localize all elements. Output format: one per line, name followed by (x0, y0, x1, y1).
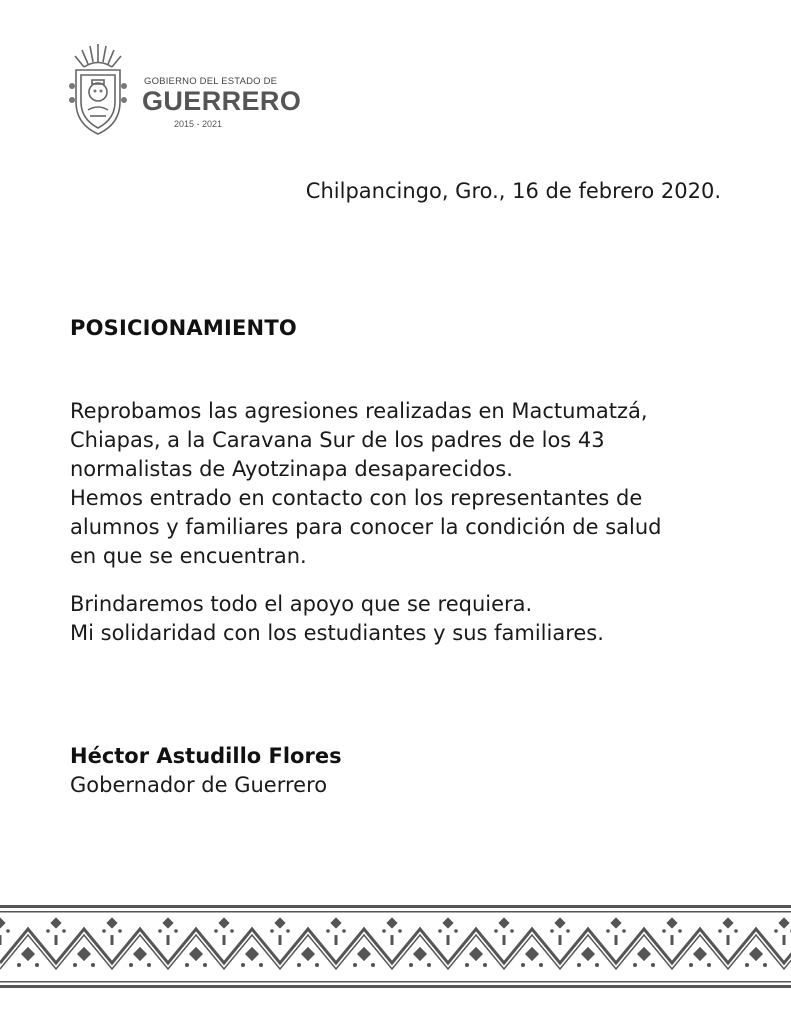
signature-name: Héctor Astudillo Flores (70, 744, 342, 768)
paragraph-line: Chiapas, a la Caravana Sur de los padres de los 43 (70, 428, 605, 452)
paragraph-line: Brindaremos todo el apoyo que se requiera. (70, 592, 533, 616)
paragraph-line: Reprobamos las agresiones realizadas en Mactumatzá, (70, 399, 648, 423)
paragraph-line: en que se encuentran. (70, 544, 307, 568)
header-logo-block (62, 40, 322, 140)
paragraph-line: Hemos entrado en contacto con los representantes de (70, 486, 643, 510)
administration-years: 2015 - 2021 (174, 119, 223, 129)
letter-date: Chilpancingo, Gro., 16 de febrero 2020. (305, 179, 721, 203)
state-coat-of-arms-icon (62, 40, 134, 138)
state-name: GUERRERO (142, 86, 302, 116)
paragraph-line: Mi solidaridad con los estudiantes y sus familiares. (70, 621, 604, 645)
paragraph-1 (70, 397, 662, 571)
ethnic-border-pattern-icon (0, 905, 791, 989)
paragraph-line: alumnos y familiares para conocer la condición de salud (70, 515, 662, 539)
letter-title: POSICIONAMIENTO (70, 316, 297, 340)
government-line: GOBIERNO DEL ESTADO DE (144, 76, 278, 87)
paragraph-line: normalistas de Ayotzinapa desaparecidos. (70, 457, 513, 481)
signature-role: Gobernador de Guerrero (70, 773, 328, 797)
paragraph-2 (70, 590, 604, 648)
